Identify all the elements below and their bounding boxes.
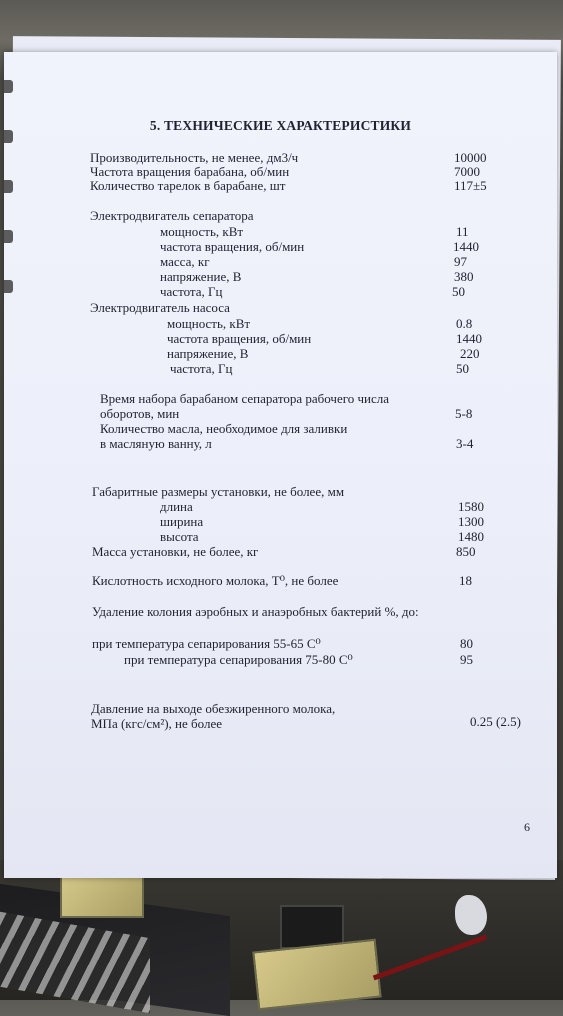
spec-value: 1300 (458, 514, 484, 529)
spec-label: мощность, кВт (160, 224, 244, 239)
binding-hole (4, 230, 13, 243)
spec-label: Давление на выходе обезжиренного молока, (91, 701, 336, 716)
spec-label: высота (160, 529, 199, 544)
spec-label: масса, кг (160, 254, 210, 269)
spec-value: 220 (460, 346, 480, 361)
spec-value: 3-4 (456, 436, 474, 451)
spec-label: частота вращения, об/мин (167, 331, 312, 346)
spec-label: частота, Гц (160, 284, 223, 299)
spec-label: длина (160, 499, 193, 514)
spec-value: 5-8 (455, 406, 473, 421)
spec-label: ширина (160, 514, 204, 529)
spec-label: мощность, кВт (167, 316, 251, 331)
spec-value: 850 (456, 544, 476, 559)
spec-label: Масса установки, не более, кг (92, 544, 259, 559)
binding-hole (4, 180, 13, 193)
spec-label: Кислотность исходного молока, Т⁰, не более (92, 573, 339, 588)
spec-label: напряжение, В (160, 269, 242, 284)
spec-value: 1440 (456, 331, 482, 346)
spec-heading: Удаление колония аэробных и анаэробных бактерий %, до: (92, 604, 419, 619)
spec-label: при температура сепарирования 75-80 С⁰ (124, 652, 353, 667)
document-page (4, 52, 557, 878)
spec-value: 50 (452, 284, 465, 299)
spec-label: Количество тарелок в барабане, шт (90, 178, 286, 193)
page-number: 6 (524, 820, 530, 834)
section-title: 5. ТЕХНИЧЕСКИЕ ХАРАКТЕРИСТИКИ (149, 118, 412, 133)
spec-label: частота вращения, об/мин (160, 239, 305, 254)
spec-label: Частота вращения барабана, об/мин (90, 164, 290, 179)
spec-label: частота, Гц (170, 361, 233, 376)
spec-label: в масляную ванну, л (100, 436, 212, 451)
spec-label: МПа (кгс/см²), не более (91, 716, 222, 731)
spec-label: при температура сепарирования 55-65 С⁰ (92, 636, 321, 651)
spec-label: напряжение, В (167, 346, 249, 361)
spec-value: 0.8 (456, 316, 473, 331)
spec-value: 18 (459, 573, 472, 588)
spec-value: 95 (460, 652, 473, 667)
spec-value: 117±5 (454, 178, 487, 193)
spec-value: 7000 (454, 164, 480, 179)
spec-value: 1440 (453, 239, 479, 254)
spec-value: 1480 (458, 529, 484, 544)
spec-label: Производительность, не менее, дм3/ч (90, 150, 299, 165)
spec-value: 380 (454, 269, 474, 284)
spec-heading: Габаритные размеры установки, не более, мм (92, 484, 345, 499)
spec-value: 80 (460, 636, 473, 651)
spec-value: 11 (456, 224, 469, 239)
spec-heading: Электродвигатель насоса (90, 300, 230, 315)
spec-value: 97 (454, 254, 467, 269)
spec-value: 50 (456, 361, 469, 376)
spec-value: 10000 (454, 150, 487, 165)
binding-hole (4, 280, 13, 293)
spec-value: 0.25 (2.5) (470, 714, 521, 729)
spec-heading: Электродвигатель сепаратора (90, 208, 254, 223)
spec-label: оборотов, мин (100, 406, 180, 421)
spec-label: Количество масла, необходимое для заливки (100, 421, 348, 436)
white-object (455, 895, 487, 935)
spec-value: 1580 (458, 499, 484, 514)
spec-label: Время набора барабаном сепаратора рабочего числа (100, 391, 390, 406)
binding-hole (4, 80, 13, 93)
